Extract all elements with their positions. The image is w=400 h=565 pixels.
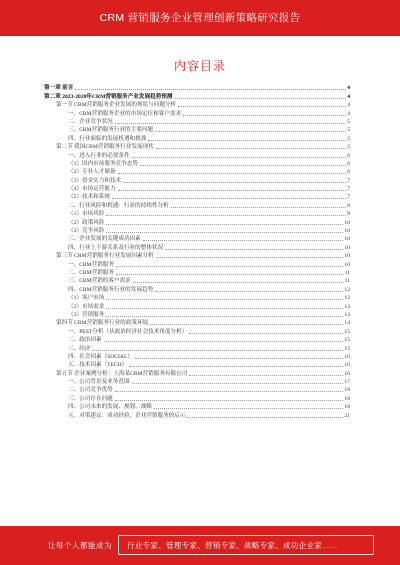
toc-leader-dots	[132, 157, 347, 158]
toc-entry-label: 第五节 企业案例分析：上海某CRM营销服务有限公司	[56, 370, 188, 377]
toc-leader-dots	[132, 383, 344, 384]
toc-leader-dots	[135, 358, 343, 359]
toc-entry-label: 三、公司存在问题	[68, 395, 113, 402]
toc-leader-dots	[106, 232, 343, 233]
toc-leader-dots	[106, 308, 343, 309]
toc-entry-label: 四、CRM营销服务行业的发展趋势	[68, 286, 154, 293]
toc-entry-label: 四、公司未来的发展、规划、战略	[68, 404, 152, 411]
toc-leader-dots	[106, 215, 346, 216]
toc-entry[interactable]	[44, 353, 350, 361]
toc-entry-page: 12	[344, 295, 350, 302]
toc-entry-page: 7	[347, 177, 350, 184]
toc-entry-label: 三、CRM营销的客户需求	[68, 278, 131, 285]
toc-leader-dots	[112, 198, 346, 199]
footer-tagline-box	[118, 535, 374, 555]
toc-entry-label: （3）竞争风险	[68, 228, 105, 235]
toc-leader-dots	[118, 190, 347, 191]
toc-entry-label: 三、CRM营销服务行业的主要问题	[68, 127, 154, 134]
toc-entry-label: 第三节 CRM营销服务行业发展因素分析	[56, 253, 154, 260]
toc-leader-dots	[116, 266, 343, 267]
footer-bar	[0, 526, 400, 565]
toc-entry[interactable]	[44, 92, 350, 100]
toc-entry[interactable]	[44, 327, 350, 335]
toc-entry[interactable]	[44, 269, 350, 277]
toc-leader-dots	[104, 341, 344, 342]
toc-leader-dots	[156, 257, 344, 258]
toc-entry-page: 6	[347, 169, 350, 176]
toc-entry-page: 4	[347, 85, 350, 92]
toc-entry-page: 6	[347, 152, 350, 159]
toc-entry-page: 4	[347, 102, 350, 109]
toc-leader-dots	[118, 173, 347, 174]
toc-entry[interactable]	[44, 84, 350, 92]
toc-entry[interactable]	[44, 411, 350, 419]
toc-entry-page: 15	[344, 328, 350, 335]
toc-entry[interactable]	[44, 294, 350, 302]
toc-entry[interactable]	[44, 168, 350, 176]
toc-entry-label: （4）市场运营能力	[68, 186, 116, 193]
toc-entry[interactable]	[44, 118, 350, 126]
toc-entry-label: （5）技术和系统	[68, 194, 110, 201]
toc-entry-page: 10	[344, 261, 350, 268]
toc-leader-dots	[75, 89, 346, 90]
toc-entry-label: 一、公司背景及业务范围	[68, 379, 130, 386]
toc-entry-page: 4	[347, 110, 350, 117]
toc-leader-dots	[178, 106, 346, 107]
toc-leader-dots	[156, 148, 346, 149]
toc-leader-dots	[106, 224, 343, 225]
toc-entry-label: 二、政治因素	[68, 337, 102, 344]
toc-entry-label: （2）市场需求	[68, 303, 105, 310]
toc-entry-page: 18	[344, 387, 350, 394]
toc-leader-dots	[155, 131, 346, 132]
toc-entry[interactable]	[44, 218, 350, 226]
toc-entry-label: 四、行业面临的发展机遇和挑战	[68, 135, 147, 142]
toc-entry[interactable]	[44, 143, 350, 151]
table-of-contents	[44, 84, 350, 420]
toc-entry-page: 18	[344, 395, 350, 402]
toc-leader-dots	[148, 140, 346, 141]
toc-entry[interactable]	[44, 126, 350, 134]
toc-entry[interactable]	[44, 319, 350, 327]
toc-leader-dots	[183, 115, 346, 116]
toc-entry[interactable]	[44, 361, 350, 369]
toc-entry-page: 16	[344, 370, 350, 377]
toc-entry-label: 二、CRM营销服务	[68, 269, 114, 276]
toc-leader-dots	[175, 98, 347, 99]
toc-entry-page: 11	[344, 269, 350, 276]
toc-entry[interactable]	[44, 201, 350, 209]
toc-entry[interactable]	[44, 151, 350, 159]
toc-entry-label: （3）资金实力和技术	[68, 177, 122, 184]
toc-leader-dots	[143, 240, 344, 241]
toc-entry[interactable]	[44, 210, 350, 218]
toc-leader-dots	[171, 207, 347, 208]
toc-entry[interactable]	[44, 336, 350, 344]
toc-entry-page: 4	[347, 93, 350, 100]
toc-leader-dots	[189, 333, 343, 334]
toc-entry-label: 二、行业风险和机遇：行业的持续性分析	[68, 202, 169, 209]
toc-leader-dots	[115, 391, 344, 392]
toc-entry-page: 18	[344, 404, 350, 411]
toc-entry-label: 四、社会因素（SOCIAL）	[68, 353, 133, 360]
toc-entry[interactable]	[44, 185, 350, 193]
toc-entry-label: （1）客户市场	[68, 295, 105, 302]
toc-leader-dots	[133, 282, 344, 283]
toc-leader-dots	[154, 408, 343, 409]
toc-entry-page: 13	[344, 303, 350, 310]
toc-leader-dots	[150, 324, 343, 325]
toc-entry-page: 13	[344, 311, 350, 318]
toc-entry-page: 10	[344, 228, 350, 235]
toc-entry[interactable]	[44, 369, 350, 377]
toc-entry-label: 五、对策建议：成功经验，企业营销服务的启示	[68, 412, 186, 419]
toc-entry-page: 5	[347, 135, 350, 142]
toc-entry-page: 16	[344, 353, 350, 360]
toc-leader-dots	[92, 350, 343, 351]
toc-entry-page: 10	[344, 253, 350, 260]
footer-tagline: 行业专家、管理专家、营销专家、战略专家、成功企业家……	[127, 541, 338, 550]
toc-entry[interactable]	[44, 193, 350, 201]
toc-entry-page: 10	[344, 244, 350, 251]
toc-entry-page: 5	[347, 127, 350, 134]
toc-entry[interactable]	[44, 243, 350, 251]
report-title: CRM 营销服务企业管理创新策略研究报告	[99, 12, 301, 24]
footer-slogan: 让每个人都能成为	[48, 541, 112, 550]
toc-entry-page: 16	[344, 362, 350, 369]
toc-entry-label: 第二章 2023-2028年CRM营销服务产业发展趋势预测	[44, 93, 173, 100]
toc-leader-dots	[165, 249, 343, 250]
toc-entry[interactable]	[44, 101, 350, 109]
toc-entry-label: 一、CRM营销服务	[68, 261, 114, 268]
toc-entry-page: 5	[347, 144, 350, 151]
toc-entry-label: （1）国内市场服务竞争态势	[68, 160, 138, 167]
toc-entry[interactable]	[44, 386, 350, 394]
toc-entry-page: 15	[344, 337, 350, 344]
toc-entry[interactable]	[44, 277, 350, 285]
toc-entry[interactable]	[44, 160, 350, 168]
toc-entry[interactable]	[44, 227, 350, 235]
toc-leader-dots	[123, 182, 346, 183]
toc-entry-page: 21	[344, 412, 350, 419]
toc-leader-dots	[129, 366, 343, 367]
toc-entry-page: 10	[344, 236, 350, 243]
toc-entry-label: 第一章 前言	[44, 85, 74, 92]
toc-entry[interactable]	[44, 311, 350, 319]
toc-leader-dots	[106, 299, 343, 300]
toc-leader-dots	[187, 417, 343, 418]
toc-entry[interactable]	[44, 285, 350, 293]
toc-entry-label: 二、公司竞争优势	[68, 387, 113, 394]
toc-entry-page: 10	[344, 219, 350, 226]
toc-entry[interactable]	[44, 252, 350, 260]
toc-entry-label: 第二节 我国CRM营销服务行业发展现状	[56, 144, 154, 151]
toc-entry[interactable]	[44, 403, 350, 411]
toc-entry-label: 四、行业上下游关系及行业的整体状况	[68, 244, 164, 251]
toc-entry-page: 8	[347, 202, 350, 209]
toc-leader-dots	[155, 291, 343, 292]
toc-entry-label: 一、CRM营销服务企业的市场定位和客户需求	[68, 110, 182, 117]
toc-entry-label: （3）营销服务	[68, 311, 105, 318]
toc-entry[interactable]	[44, 134, 350, 142]
toc-entry-page: 7	[347, 194, 350, 201]
toc-entry-page: 17	[344, 379, 350, 386]
toc-entry[interactable]	[44, 235, 350, 243]
toc-leader-dots	[140, 165, 346, 166]
toc-entry-page: 7	[347, 186, 350, 193]
toc-entry[interactable]	[44, 109, 350, 117]
toc-entry-label: 一、进入行业的必要条件	[68, 152, 130, 159]
toc-entry-page: 9	[347, 211, 350, 218]
toc-entry-label: 第一节 CRM营销服务企业发展的现状与问题分析	[56, 102, 177, 109]
toc-leader-dots	[106, 316, 343, 317]
toc-entry[interactable]	[44, 176, 350, 184]
toc-entry-label: 二、企业竞争状况	[68, 118, 113, 125]
toc-entry[interactable]	[44, 260, 350, 268]
toc-entry-page: 11	[344, 278, 350, 285]
toc-entry[interactable]	[44, 394, 350, 402]
toc-entry-label: 三、经济	[68, 345, 91, 352]
header-bar	[0, 0, 400, 36]
toc-entry[interactable]	[44, 344, 350, 352]
toc-entry-page: 5	[347, 118, 350, 125]
toc-heading: 内容目录	[173, 59, 226, 73]
toc-entry-label: （2）政策风险	[68, 219, 105, 226]
toc-entry[interactable]	[44, 302, 350, 310]
toc-entry-label: 三、企业发展的关键成功因素	[68, 236, 141, 243]
toc-entry-label: 一、PEST分析（从政治经济社会技术角度分析）	[68, 328, 188, 335]
toc-entry-label: 第四节 CRM营销服务行业的政策环境	[56, 320, 149, 327]
toc-entry-label: （1）市场风险	[68, 211, 105, 218]
toc-entry-page: 15	[344, 345, 350, 352]
toc-entry-page: 12	[344, 286, 350, 293]
toc-leader-dots	[116, 274, 344, 275]
toc-entry-label: （2）专业人才储备	[68, 169, 116, 176]
toc-entry-page: 6	[347, 160, 350, 167]
toc-leader-dots	[115, 400, 344, 401]
toc-entry-page: 14	[344, 320, 350, 327]
toc-leader-dots	[115, 123, 346, 124]
toc-entry[interactable]	[44, 378, 350, 386]
toc-leader-dots	[189, 375, 343, 376]
toc-entry-label: 五、技术因素（TECH）	[68, 362, 128, 369]
